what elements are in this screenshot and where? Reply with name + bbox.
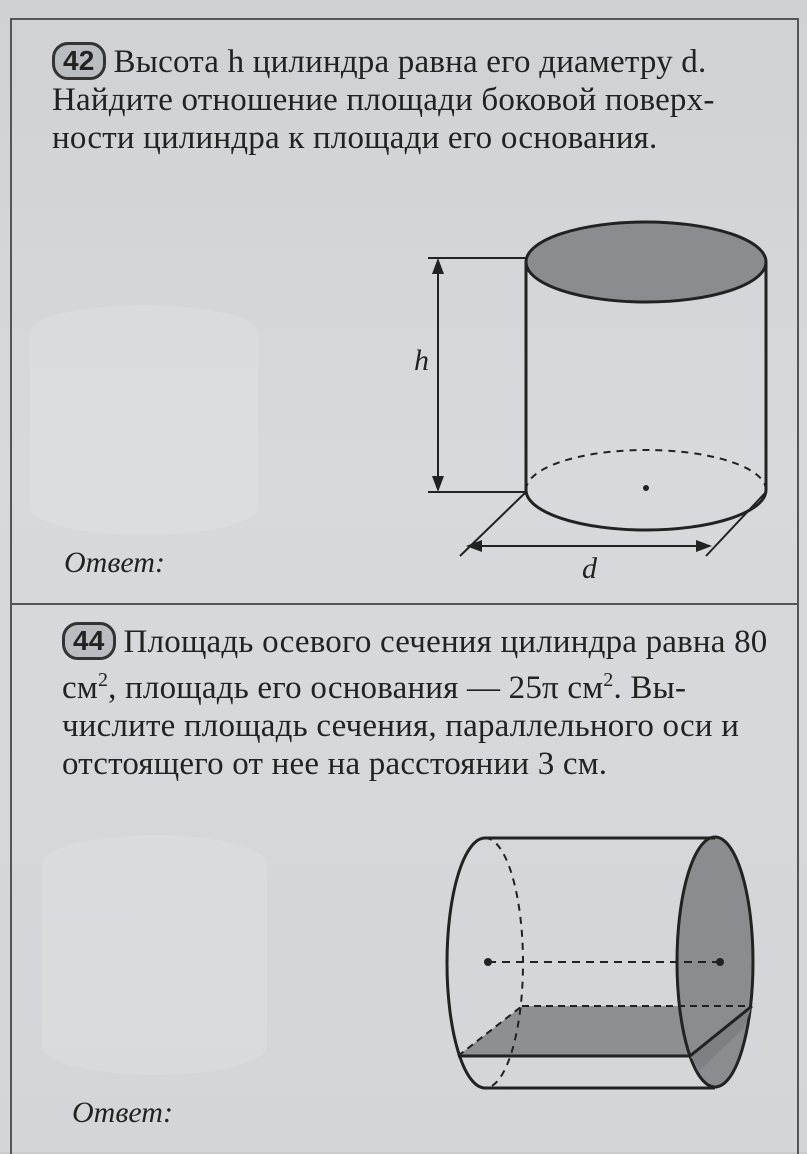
diameter-label: d — [582, 552, 597, 585]
task-text-part2: , площадь его основания — 25π см — [108, 670, 604, 706]
axis-point-left — [484, 958, 492, 966]
answer-label: Ответ: — [72, 1096, 173, 1129]
superscript: 2 — [603, 669, 614, 691]
task-number: 44 — [62, 622, 116, 660]
task-number: 42 — [52, 42, 106, 80]
task-text-part1: Площадь осевого сечения цилиндра равна 80 см — [62, 624, 768, 706]
height-label: h — [414, 344, 429, 377]
task-text-part3: . Вычислите площадь сечения, параллельного оси и отстоящего от нее на расстоянии 3 см. — [62, 670, 740, 782]
axis-point-right — [716, 958, 724, 966]
superscript: 2 — [97, 669, 109, 691]
answer-label: Ответ: — [64, 546, 165, 579]
task-text: Высота h цилиндра равна его диаметру d. Найдите отношение площади боковой поверхности цилиндра к площади его основания. — [52, 44, 715, 156]
